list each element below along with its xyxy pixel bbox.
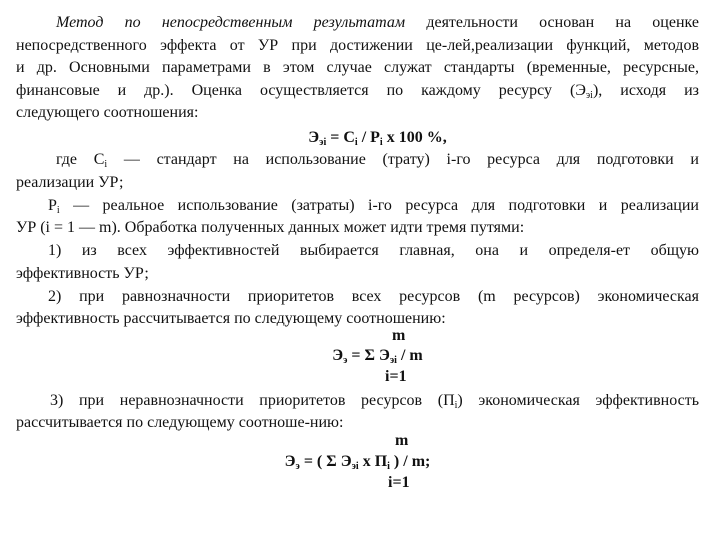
item3-line1: 3) при неравнозначности приоритетов ресурсов $(П_i)$ экономическая эффективность — [50, 392, 700, 411]
item2-line2: эффективность рассчитывается по следующему соотношению: — [16, 310, 446, 327]
p1-line3: и др. Основными параметрами в этом случае служат стандарты (временные, ресурсные, — [16, 59, 699, 76]
formula-2: $Э_э = \Sigma$ $Э_{эi}$ / m — [332, 347, 423, 366]
formula-3: $Э_э$ = ( Σ $Э_{эi}$ x $П_i$ ) / m; — [284, 453, 431, 472]
p1-line2: непосредственного эффекта от УР при достижении це-лей,реализации функций, методов — [16, 37, 699, 54]
italic-term: Метод по непосредственным результатам — [56, 14, 406, 31]
item3-line2: рассчитывается по следующему соотноше-нию: — [16, 414, 344, 431]
where-line1: где $C_i$ — стандарт на использование (трату) i-го ресурса для подготовки и — [56, 151, 699, 170]
p1-line1: Метод по непосредственным результатам деятельности основан на оценке — [56, 14, 700, 31]
item1-line1: 1) из всех эффективностей выбирается главная, она и определя-ет общую — [48, 242, 699, 259]
p1-line5: следующего соотношения: — [16, 104, 199, 121]
where-line3: $P_i$ — реальное использование (затраты) i-го ресурса для подготовки и реализации — [48, 197, 699, 216]
formula-3-top: m — [395, 432, 409, 449]
p1-line4: финансовые и др.). Оценка осуществляется по каждому ресурсу $(Э_{эi})$, исходя из — [16, 82, 699, 101]
formula-2-top: m — [392, 327, 406, 344]
formula-3-bottom: i=1 — [388, 474, 410, 491]
where-line4: УР (i = 1 — m). Обработка полученных данных может идти тремя путями: — [16, 219, 525, 236]
item2-line1: 2) при равнозначности приоритетов всех ресурсов (m ресурсов) экономическая — [48, 288, 699, 305]
formula-2-bottom: i=1 — [385, 368, 407, 385]
where-line2: реализации УР; — [16, 174, 124, 191]
item1-line2: эффективность УР; — [16, 265, 149, 282]
formula-1: $Э_{эi} = C_i / P_i$ x 100 %, — [308, 129, 447, 148]
